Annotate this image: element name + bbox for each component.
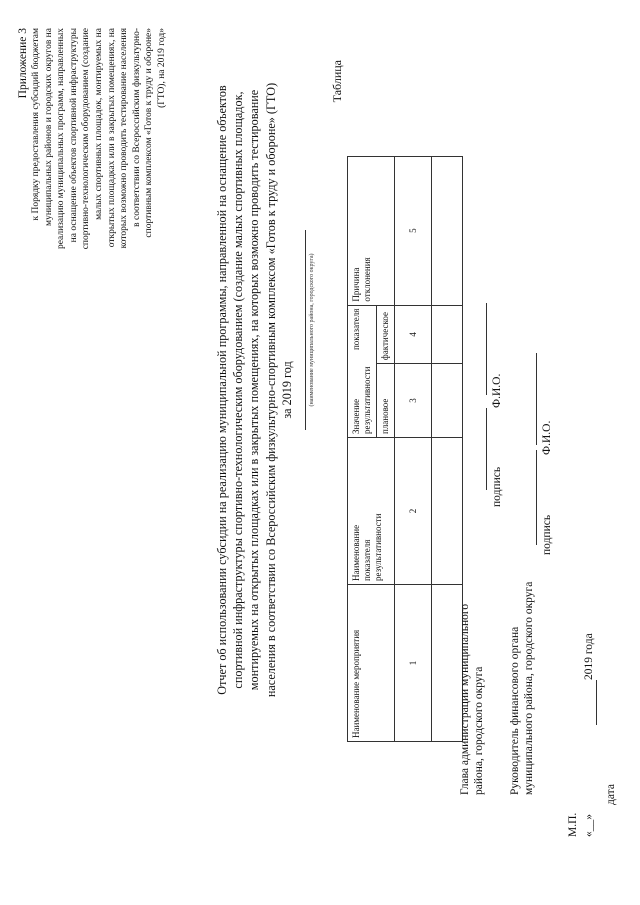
header-text: результативности bbox=[373, 513, 383, 581]
column-number: 2 bbox=[395, 438, 432, 585]
table-number-row bbox=[395, 156, 432, 741]
report-title-line: монтируемых на открытых площадках или в закрытых помещениях, на которых возможно проводить тестирование bbox=[247, 89, 262, 691]
municipality-caption: (наименование муниципального района, городского округа) bbox=[309, 253, 315, 407]
date-month-line bbox=[596, 680, 597, 725]
column-number: 5 bbox=[395, 156, 432, 305]
appendix-line: малых спортивных площадок, монтируемых на bbox=[93, 28, 104, 220]
municipality-underline bbox=[305, 230, 306, 430]
header-indicator: показателя bbox=[348, 305, 377, 364]
head-signature-line bbox=[486, 408, 487, 490]
subheader-actual: фактическое bbox=[377, 305, 395, 364]
header-text: результативности bbox=[362, 366, 372, 434]
seal-place: М.П. bbox=[567, 812, 579, 837]
table-cell bbox=[432, 156, 463, 305]
signature-title-line: муниципального района, городского округа bbox=[523, 581, 535, 795]
subheader-planned: плановое bbox=[377, 364, 395, 438]
finance-head-title bbox=[508, 582, 536, 795]
date-year: 2019 года bbox=[583, 633, 595, 680]
head-signature-caption: подпись bbox=[491, 466, 503, 507]
report-title-line: Отчет об использовании субсидии на реализацию муниципальной программы, направленной на оснащение объектов bbox=[215, 85, 229, 695]
table-cell bbox=[432, 305, 463, 364]
column-number: 1 bbox=[395, 585, 432, 742]
appendix-heading: Приложение 3 bbox=[17, 28, 29, 99]
header-deviation-reason bbox=[348, 156, 395, 305]
date-caption: дата bbox=[605, 784, 617, 805]
finance-name-caption: Ф.И.О. bbox=[541, 420, 553, 455]
appendix-line: открытых площадках или в закрытых помещениях, на bbox=[106, 28, 117, 248]
header-value bbox=[348, 364, 377, 438]
head-title bbox=[458, 604, 486, 795]
column-number: 4 bbox=[395, 305, 432, 364]
header-text: Причина bbox=[351, 267, 361, 302]
appendix-line: (ГТО), на 2019 год» bbox=[156, 28, 167, 108]
appendix-line: спортивным комплексом «Готов к труду и обороне» bbox=[144, 28, 155, 238]
signature-title-line: района, городского округа bbox=[473, 666, 485, 795]
appendix-line: на оснащение объектов спортивной инфраструктуры bbox=[68, 28, 79, 243]
header-text: Наименование bbox=[351, 524, 361, 581]
head-name-caption: Ф.И.О. bbox=[491, 373, 503, 408]
table-label: Таблица bbox=[330, 60, 344, 103]
finance-signature-line bbox=[536, 450, 537, 545]
appendix-line: спортивно-технологическим оборудованием (создание bbox=[81, 28, 92, 250]
report-title-line: за 2019 год bbox=[279, 361, 294, 419]
table-cell bbox=[432, 364, 463, 438]
appendix-line: реализацию муниципальных программ, направленных bbox=[56, 28, 67, 250]
date-day: «__» bbox=[583, 814, 595, 837]
header-activity-name: Наименование мероприятия bbox=[348, 585, 395, 742]
header-text: отклонения bbox=[362, 257, 372, 302]
report-title-line: населения в соответствии со Всероссийским физкультурно-спортивным комплексом «Готов к труду и обороне» (ГТО) bbox=[263, 82, 278, 698]
table-cell bbox=[432, 438, 463, 585]
header-indicator-name bbox=[348, 438, 395, 585]
finance-signature-caption: подпись bbox=[541, 514, 553, 555]
column-number: 3 bbox=[395, 364, 432, 438]
signature-title-line: Глава администрации муниципального bbox=[459, 603, 471, 795]
appendix-block bbox=[16, 28, 169, 358]
report-title bbox=[214, 0, 295, 795]
signature-title-line: Руководитель финансового органа bbox=[509, 626, 521, 795]
header-text: Значение bbox=[351, 398, 361, 434]
appendix-line: муниципальных районов и городских округов на bbox=[43, 28, 54, 226]
report-table bbox=[347, 156, 463, 742]
report-title-line: спортивной инфраструктуры спортивно-технологическим оборудованием (создание малых спортивных площадок, bbox=[231, 91, 246, 689]
appendix-line: в соответствии со Всероссийским физкультурно- bbox=[131, 28, 142, 227]
head-name-line bbox=[486, 303, 487, 395]
header-text: показателя bbox=[362, 539, 372, 581]
finance-name-line bbox=[536, 353, 537, 445]
appendix-line: к Порядку предоставления субсидий бюджетам bbox=[31, 28, 41, 221]
appendix-line: которых возможно проводить тестирование населения bbox=[119, 28, 130, 249]
table-header-row bbox=[348, 156, 377, 741]
